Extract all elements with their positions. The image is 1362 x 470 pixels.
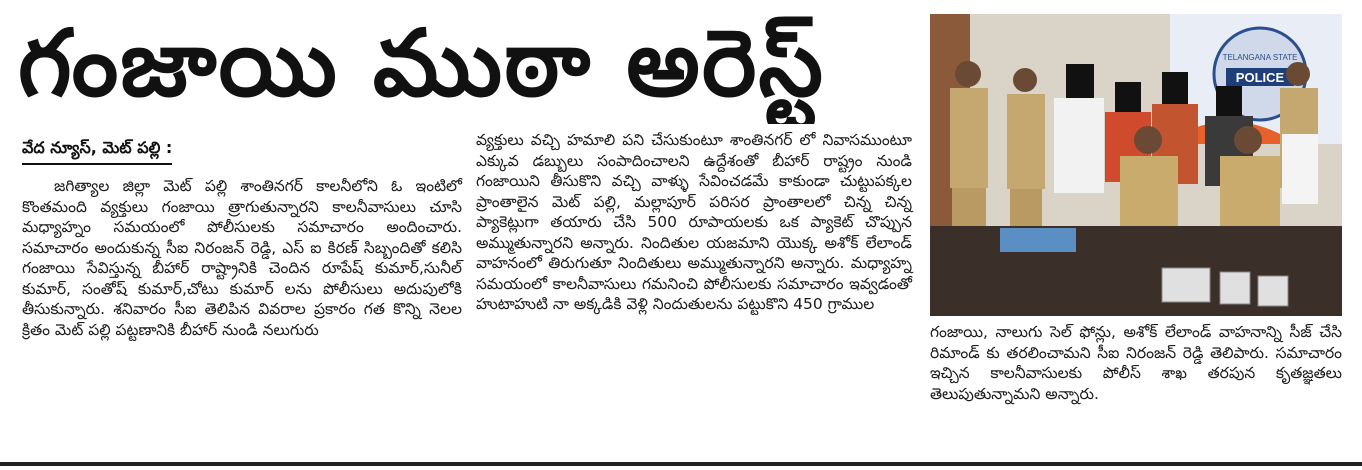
banner-main-text: POLICE xyxy=(1235,70,1285,85)
seized-items-box xyxy=(1000,228,1076,252)
bottom-rule xyxy=(0,462,1362,466)
banner-top-text: TELANGANA STATE xyxy=(1222,53,1298,62)
headline: గంజాయి ముఠా అరెస్ట్ xyxy=(18,10,825,117)
news-photo xyxy=(930,14,1342,316)
photo-illustration xyxy=(930,14,1342,316)
article-paragraph-2: వ్యక్తులు వచ్చి హమాలి పని చేసుకుంటూ శాంతినగర్ లో నివాసముంటూ ఎక్కువ డబ్బులు సంపాదించాలని ఉద్దేశంతో బీహార్ రాష్ట్రం నుండి గంజాయిని తీసుకొని వచ్చి వాళ్ళు సేవించడమే కాకుండా చుట్టుపక్కల ప్రాంతాలైన మెట్ పల్లి, మల్లాపూర్ పరిసర ప్రాంతాలలో చిన్న చిన్న ప్యాకెట్లుగా తయారు చేసి 500 రూపాయలకు ఒక ప్యాకెట్ చొప్పున అమ్ముతున్నారని అన్నారు. నిందితుల యజమాని యొక్క అశోక్ లేలాండ్ వాహనంలో తిరుగుతూ నిందితులు అమ్ముతున్నారని అన్నారు. మధ్యాహ్న సమయంలో కాలనీవాసులు గమనించి పోలీసులకు సమాచారం ఇవ్వడంతో హుటాహుటి నా అక్కడికి వెళ్లి నిందుతులను పట్టుకొని 450 గ్రాముల xyxy=(476,131,912,313)
seized-phone-1 xyxy=(1162,268,1210,302)
article-paragraph-1: జగిత్యాల జిల్లా మెట్ పల్లి శాంతినగర్ కాలనీలోని ఓ ఇంటిలో కొంతమంది వ్యక్తులు గంజాయి త్రాగుతున్నారని కాలనీవాసులు చూసి మధ్యాహ్నం సమయంలో పోలీసులకు సమాచారం అందించారు. సమాచారం అందుకున్న సీఐ నిరంజన్ రెడ్డి, ఎస్ ఐ కిరణ్ సిబ్బందితో కలిసి గంజాయి సేవిస్తున్న బీహార్ రాష్ట్రానికి చెందిన రూపేష్ కుమార్,సునీల్ కుమార్, సంతోష్ కుమార్,చోటు కుమార్ లను పోలీసులు అదుపులోకి తీసుకున్నారు. శనివారం సీఐ తెలిపిన వివరాల ప్రకారం గత కొన్ని నెలల క్రితం మెట్ పల్లి పట్టణానికి బీహార్ నుండి నలుగురు xyxy=(22,177,462,339)
seized-phone-3 xyxy=(1258,276,1288,306)
article-column-3 xyxy=(930,322,1342,404)
article-paragraph-3: గంజాయి, నాలుగు సెల్ ఫోన్లు, అశోక్ లేలాండ్ వాహనాన్ని సీజ్ చేసి రిమాండ్ కు తరలించామని సీఐ నిరంజన్ రెడ్డి తెలిపారు. సమాచారం ఇచ్చిన కాలనీవాసులకు పోలీస్ శాఖ తరపున కృతజ్ఞతలు తెలుపుతున్నామని అన్నారు. xyxy=(930,323,1342,403)
seized-phone-2 xyxy=(1220,272,1250,304)
byline: వేద న్యూస్, మెట్ పల్లి : xyxy=(22,138,172,165)
article-column-2 xyxy=(476,130,912,315)
article-column-1 xyxy=(22,176,462,340)
